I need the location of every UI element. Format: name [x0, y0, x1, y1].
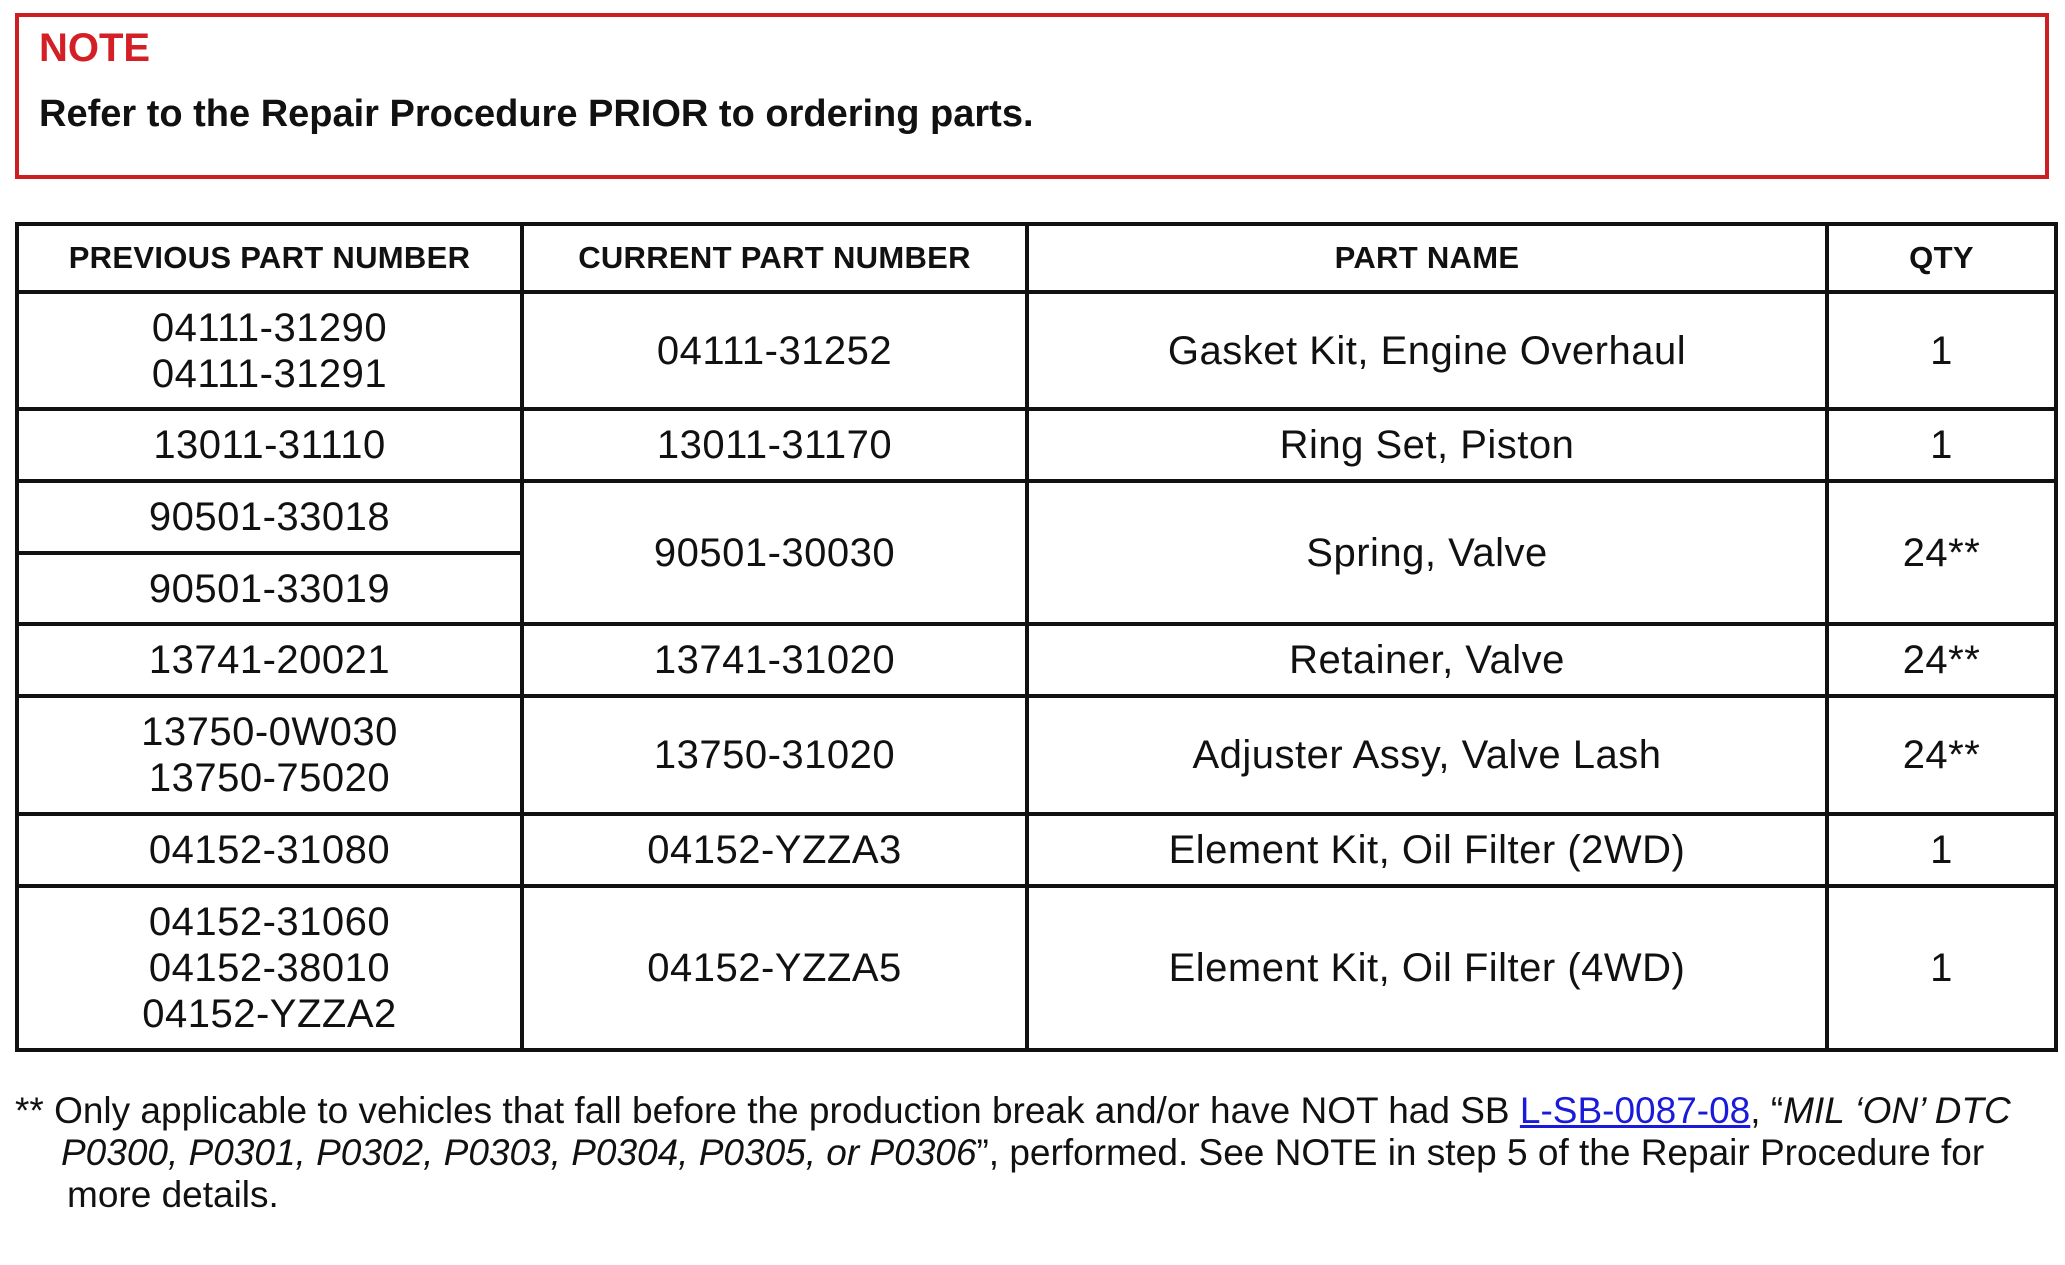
table-row: [17, 886, 2056, 1050]
table-header-row: [17, 224, 2056, 292]
qty: 24**: [1827, 696, 2056, 814]
table-row: [17, 624, 2056, 696]
header-current-part-number: CURRENT PART NUMBER: [522, 224, 1027, 292]
current-part-number: 13741-31020: [522, 624, 1027, 696]
previous-part-number: 90501-33019: [17, 553, 522, 624]
previous-part-number-cell: [17, 886, 522, 1050]
previous-part-number-cell: [17, 696, 522, 814]
part-name: Adjuster Assy, Valve Lash: [1027, 696, 1827, 814]
part-name: Retainer, Valve: [1027, 624, 1827, 696]
previous-part-number: 90501-33018: [17, 481, 522, 553]
table-row: [17, 292, 2056, 409]
previous-part-number-cell: [17, 292, 522, 409]
footnote-italic-codes: P0300, P0301, P0302, P0303, P0304, P0305, or P0306: [61, 1132, 977, 1173]
current-part-number: 04152-YZZA5: [522, 886, 1027, 1050]
table-row: [17, 696, 2056, 814]
qty: 24**: [1827, 481, 2056, 624]
header-part-name: PART NAME: [1027, 224, 1827, 292]
part-name: Spring, Valve: [1027, 481, 1827, 624]
table-row: [17, 409, 2056, 481]
qty: 1: [1827, 409, 2056, 481]
previous-part-number: 04111-31291: [151, 351, 388, 396]
current-part-number: 04111-31252: [522, 292, 1027, 409]
footnote: [15, 1090, 2055, 1216]
qty: 24**: [1827, 624, 2056, 696]
previous-part-number: 13011-31110: [17, 409, 522, 481]
parts-table: [15, 222, 2058, 1052]
previous-part-number: 04111-31290: [151, 305, 388, 350]
current-part-number: 90501-30030: [522, 481, 1027, 624]
header-qty: QTY: [1827, 224, 2056, 292]
qty: 1: [1827, 814, 2056, 886]
footnote-after-link: , “: [1750, 1090, 1784, 1131]
part-name: Ring Set, Piston: [1027, 409, 1827, 481]
previous-part-number: 04152-31080: [17, 814, 522, 886]
part-name: Element Kit, Oil Filter (4WD): [1027, 886, 1827, 1050]
note-title: NOTE: [39, 26, 151, 70]
current-part-number: 13750-31020: [522, 696, 1027, 814]
previous-part-number: 04152-YZZA2: [142, 992, 397, 1036]
current-part-number: 13011-31170: [522, 409, 1027, 481]
footnote-line-2: [15, 1132, 2055, 1174]
footnote-italic-title: MIL ‘ON’ DTC: [1783, 1090, 2011, 1131]
part-name: Gasket Kit, Engine Overhaul: [1027, 292, 1827, 409]
previous-part-number: 13741-20021: [17, 624, 522, 696]
footnote-prefix: ** Only applicable to vehicles that fall before the production break and/or have NOT had SB: [15, 1090, 1520, 1131]
previous-part-number: 13750-75020: [148, 756, 391, 800]
note-text: Refer to the Repair Procedure PRIOR to ordering parts.: [39, 93, 1034, 135]
current-part-number: 04152-YZZA3: [522, 814, 1027, 886]
header-previous-part-number: PREVIOUS PART NUMBER: [17, 224, 522, 292]
footnote-line-3: more details.: [67, 1174, 279, 1215]
previous-part-number: 04152-38010: [148, 946, 391, 990]
footnote-line-1: [15, 1090, 2055, 1132]
part-name: Element Kit, Oil Filter (2WD): [1027, 814, 1827, 886]
service-bulletin-link[interactable]: L-SB-0087-08: [1519, 1090, 1751, 1131]
previous-part-number: 04152-31060: [148, 900, 391, 944]
qty: 1: [1827, 292, 2056, 409]
footnote-after-italic: ”, performed. See NOTE in step 5 of the Repair Procedure for: [976, 1132, 1985, 1173]
table-row: [17, 481, 2056, 553]
previous-part-number: 13750-0W030: [141, 710, 398, 754]
table-row: [17, 814, 2056, 886]
qty: 1: [1827, 886, 2056, 1050]
